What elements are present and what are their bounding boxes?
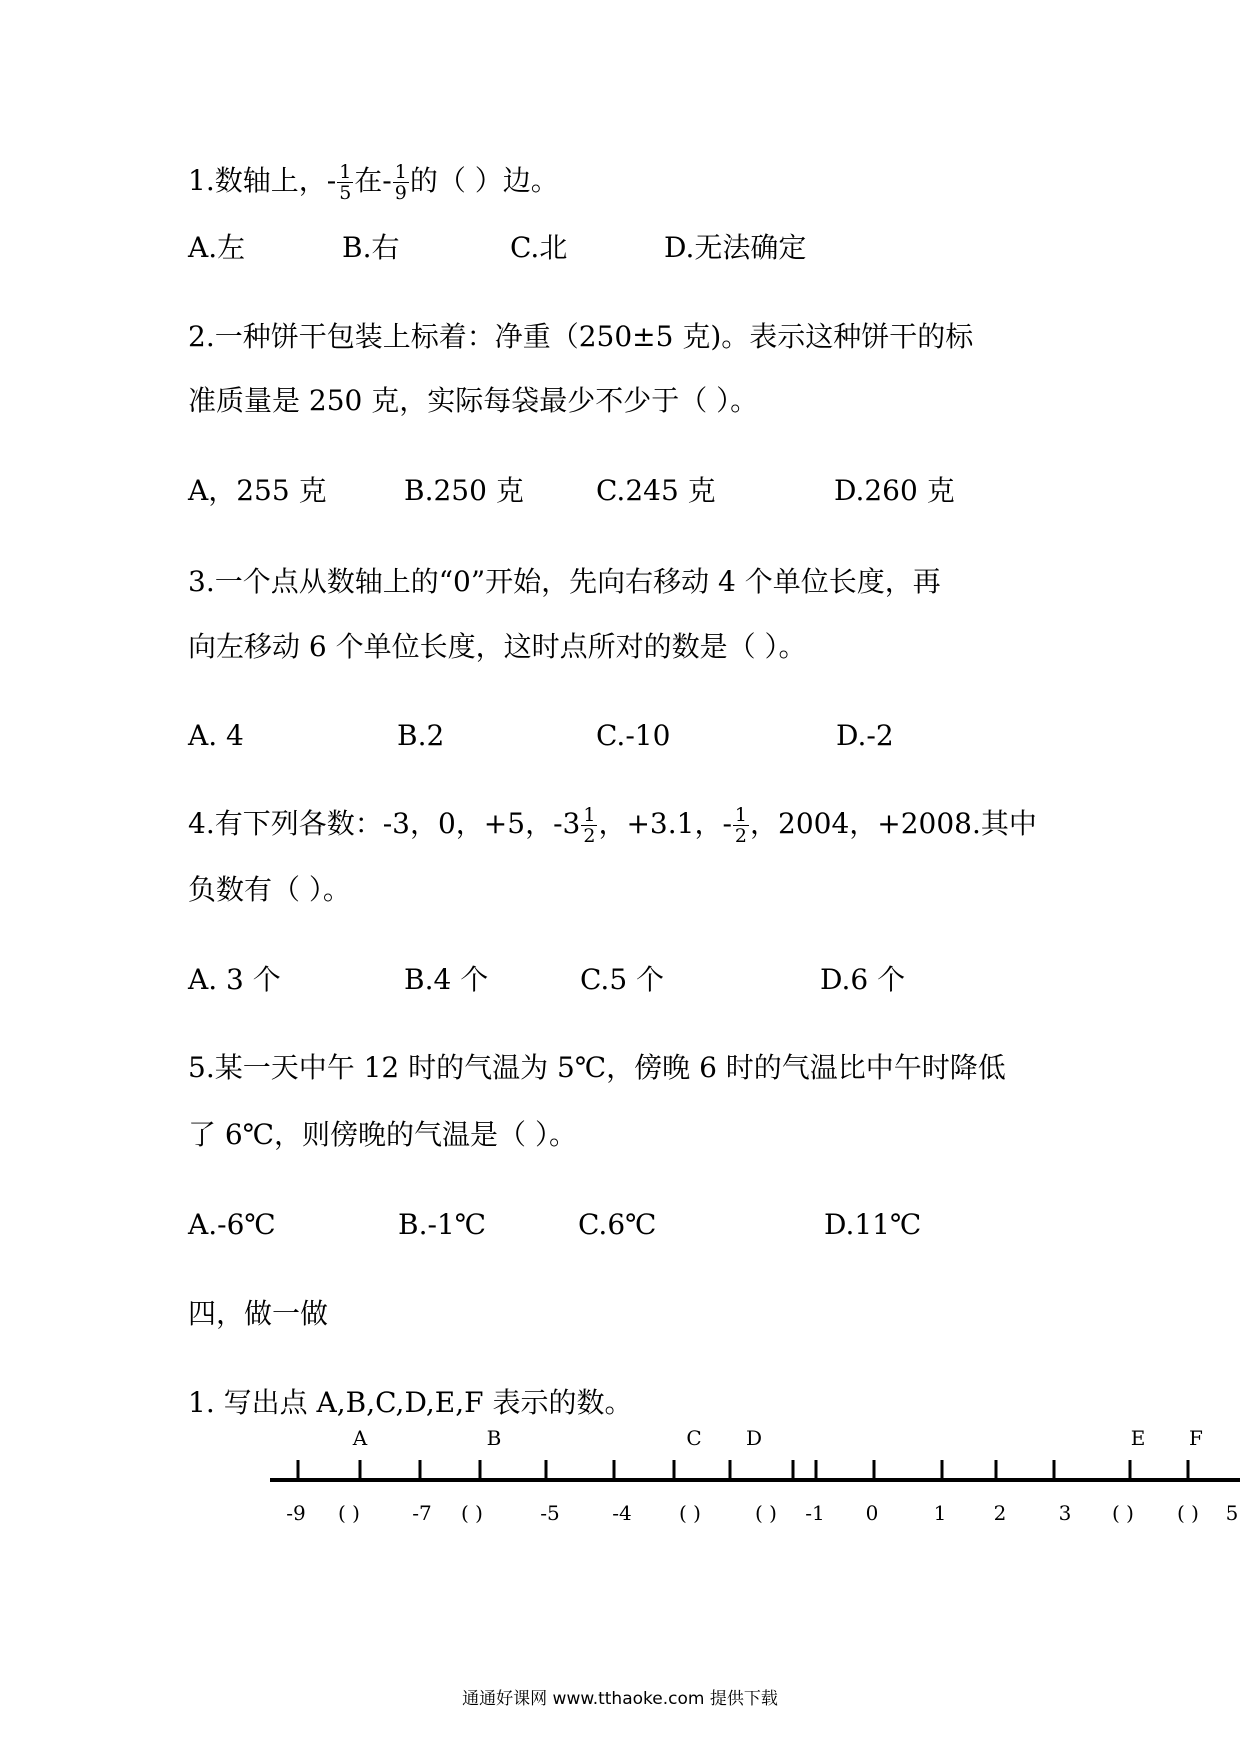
q1-mid: 在- [354, 164, 392, 197]
q3-line2: 向左移动 6 个单位长度，这时点所对的数是（ ）。 [188, 630, 807, 663]
q1-frac-a-den: 5 [339, 182, 352, 204]
q1-frac-b-num: 1 [394, 161, 407, 183]
number-line-tick-label: 3 [1058, 1501, 1072, 1525]
q4-part1: 4.有下列各数：-3，0，+5，-3 [188, 807, 581, 840]
q1-option-a: A.左 [188, 231, 246, 264]
number-line-tick-label: ( ) [679, 1501, 701, 1525]
number-line-tick-label: 2 [993, 1501, 1007, 1525]
q1-frac-a-num: 1 [339, 161, 352, 183]
number-line-point-e: E [1130, 1426, 1146, 1450]
q4-fraction-a [581, 805, 597, 846]
q4-fraction-b [733, 805, 749, 846]
q2-option-d: D.260 克 [834, 474, 955, 507]
q3-option-a: A. 4 [188, 719, 244, 752]
q4-frac-b-den: 2 [734, 825, 747, 847]
number-line-tick-label: -7 [412, 1501, 432, 1525]
q1-option-d: D.无法确定 [664, 231, 807, 264]
q5-option-d: D.11℃ [824, 1208, 922, 1241]
q5-line1: 5.某一天中午 12 时的气温为 5℃，傍晚 6 时的气温比中午时降低 [188, 1051, 1006, 1084]
number-line-tick-label: ( ) [461, 1501, 483, 1525]
number-line-tick-label: ( ) [338, 1501, 360, 1525]
number-line-point-d: D [745, 1426, 763, 1450]
q2-line1: 2.一种饼干包装上标着：净重（250±5 克)。表示这种饼干的标 [188, 320, 974, 353]
number-line-tick-label: ( ) [755, 1501, 777, 1525]
q4-option-a: A. 3 个 [188, 963, 281, 996]
q1-stem [188, 162, 559, 203]
q2-option-b: B.250 克 [404, 474, 524, 507]
number-line-tick-label: 1 [933, 1501, 947, 1525]
q4-line1 [188, 805, 1037, 846]
number-line-point-f: F [1189, 1426, 1203, 1450]
q3-option-d: D.-2 [836, 719, 894, 752]
q5-line2: 了 6℃，则傍晚的气温是（ ）。 [188, 1118, 577, 1151]
number-line-tick-label: -1 [805, 1501, 825, 1525]
number-line-point-a: A [352, 1426, 368, 1450]
number-line-tick-label: -4 [612, 1501, 632, 1525]
number-line-point-c: C [686, 1426, 702, 1450]
q1-fraction-b [393, 162, 409, 203]
q1-frac-b-den: 9 [394, 182, 407, 204]
q1-suffix: 的（ ）边。 [409, 164, 559, 197]
number-line-tick-label: -9 [286, 1501, 306, 1525]
q4-part3: ，2004，+2008.其中 [750, 807, 1037, 840]
q4-frac-a-num: 1 [583, 804, 596, 826]
q1-prefix: 1.数轴上，- [188, 164, 337, 197]
q2-option-a: A，255 克 [188, 474, 327, 507]
q3-option-b: B.2 [397, 719, 445, 752]
q4-part2: ，+3.1，- [598, 807, 732, 840]
footer-credit: 通通好课网 www.tthaoke.com 提供下载 [462, 1689, 778, 1709]
q4-frac-b-num: 1 [734, 804, 747, 826]
number-line-tick-label: ( ) [1177, 1501, 1199, 1525]
q4-option-b: B.4 个 [404, 963, 489, 996]
section4-heading: 四，做一做 [188, 1297, 329, 1330]
number-line-tick-label: 5 [1225, 1501, 1239, 1525]
section4-q1: 1. 写出点 A,B,C,D,E,F 表示的数。 [188, 1386, 633, 1419]
q1-option-b: B.右 [342, 231, 400, 264]
q5-option-b: B.-1℃ [398, 1208, 487, 1241]
q5-option-c: C.6℃ [578, 1208, 657, 1241]
q5-option-a: A.-6℃ [188, 1208, 276, 1241]
q3-option-c: C.-10 [596, 719, 671, 752]
number-line-tick-label: ( ) [1112, 1501, 1134, 1525]
q1-option-c: C.北 [510, 231, 568, 264]
q2-line2: 准质量是 250 克，实际每袋最少不少于（ ）。 [188, 384, 759, 417]
q1-fraction-a [337, 162, 353, 203]
number-line-tick-label: -5 [540, 1501, 560, 1525]
q3-line1: 3.一个点从数轴上的“0”开始，先向右移动 4 个单位长度，再 [188, 565, 941, 598]
number-line-point-b: B [486, 1426, 502, 1450]
q4-line2: 负数有（ ）。 [188, 873, 351, 906]
number-line [0, 1420, 1240, 1540]
q4-option-c: C.5 个 [580, 963, 665, 996]
q2-option-c: C.245 克 [596, 474, 716, 507]
q4-frac-a-den: 2 [583, 825, 596, 847]
q4-option-d: D.6 个 [820, 963, 906, 996]
number-line-tick-label: 0 [865, 1501, 879, 1525]
